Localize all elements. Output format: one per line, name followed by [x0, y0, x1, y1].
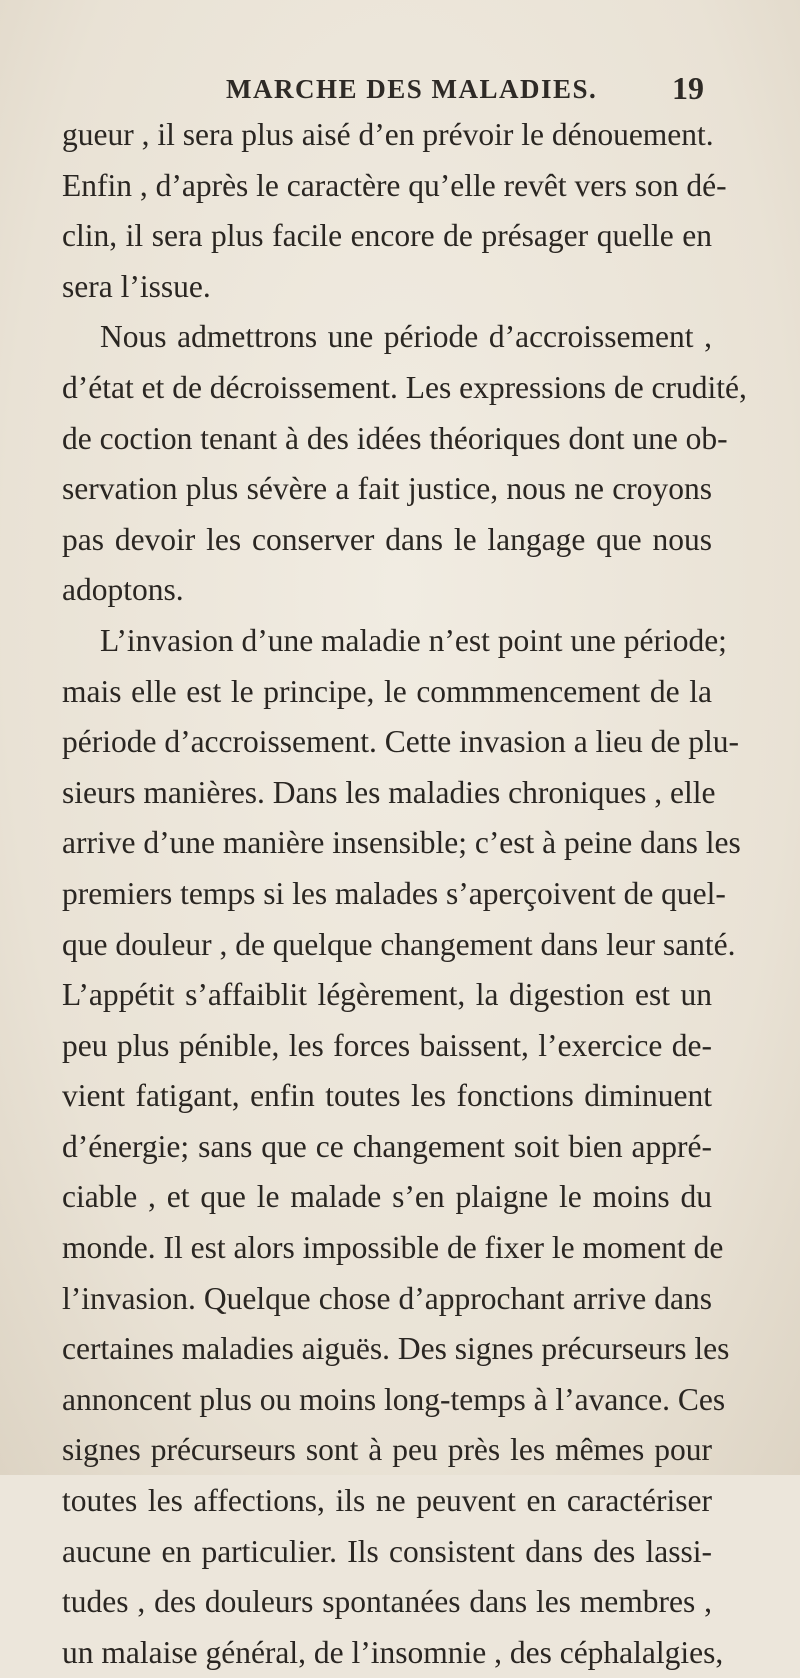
- text-line: servation plus sévère a fait justice, nous ne croyons: [62, 471, 712, 507]
- text-line: d’état et de décroissement. Les expressions de crudité,: [62, 369, 747, 405]
- text-line: que douleur , de quelque changement dans leur santé.: [62, 926, 736, 962]
- text-line: L’appétit s’affaiblit légèrement, la digestion est un: [62, 977, 712, 1013]
- page-header: [0, 68, 800, 108]
- text-line: toutes les affections, ils ne peuvent en caractériser: [62, 1483, 712, 1519]
- text-line: un malaise général, de l’insomnie , des céphalalgies,: [62, 1634, 724, 1670]
- text-line: pas devoir les conserver dans le langage que nous: [62, 521, 712, 557]
- text-line: clin, il sera plus facile encore de présager quelle en: [62, 218, 712, 254]
- text-line: de coction tenant à des idées théoriques dont une ob-: [62, 420, 728, 456]
- page-number: 19: [672, 70, 704, 106]
- text-line: premiers temps si les malades s’aperçoivent de quel-: [62, 875, 726, 911]
- text-line: certaines maladies aiguës. Des signes précurseurs les: [62, 1331, 730, 1367]
- text-line: l’invasion. Quelque chose d’approchant arrive dans: [62, 1280, 712, 1316]
- text-line: aucune en particulier. Ils consistent dans des lassi-: [62, 1533, 712, 1569]
- body-text: [62, 110, 747, 1678]
- text-line: mais elle est le principe, le commmencement de la: [62, 673, 712, 709]
- text-line: L’invasion d’une maladie n’est point une période;: [100, 622, 727, 658]
- text-line: ciable , et que le malade s’en plaigne le moins du: [62, 1179, 712, 1215]
- text-line: tudes , des douleurs spontanées dans les membres ,: [62, 1584, 712, 1620]
- running-title: MARCHE DES MALADIES.: [226, 74, 598, 104]
- text-line: adoptons.: [62, 572, 184, 608]
- text-line: monde. Il est alors impossible de fixer le moment de: [62, 1230, 724, 1266]
- text-line: gueur , il sera plus aisé d’en prévoir le dénouement.: [62, 117, 714, 152]
- text-line: arrive d’une manière insensible; c’est à peine dans les: [62, 825, 741, 861]
- text-line: Enfin , d’après le caractère qu’elle revêt vers son dé-: [62, 167, 727, 203]
- text-line: d’énergie; sans que ce changement soit bien appré-: [62, 1128, 712, 1164]
- text-line: sera l’issue.: [62, 268, 211, 304]
- text-line: période d’accroissement. Cette invasion a lieu de plu-: [62, 724, 740, 760]
- text-line: annoncent plus ou moins long-temps à l’avance. Ces: [62, 1381, 726, 1417]
- text-line: Nous admettrons une période d’accroissement ,: [100, 319, 712, 355]
- text-line: vient fatigant, enfin toutes les fonctions diminuent: [62, 1078, 712, 1114]
- text-line: signes précurseurs sont à peu près les mêmes pour: [62, 1432, 712, 1468]
- text-line: peu plus pénible, les forces baissent, l’exercice de-: [62, 1027, 712, 1063]
- text-line: sieurs manières. Dans les maladies chroniques , elle: [62, 774, 716, 810]
